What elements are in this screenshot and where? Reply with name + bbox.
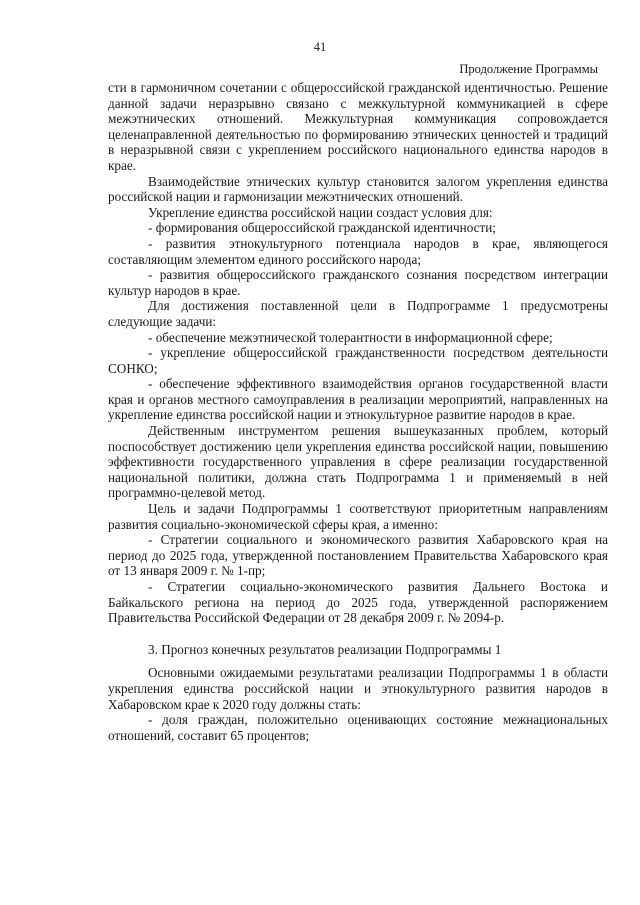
paragraph: Укрепление единства российской нации создаст условия для: bbox=[148, 204, 493, 220]
list-item: - Стратегии социально-экономического развития Дальнего Востока и Байкальского региона на период до 2025 года, утвержденной распоряжением Правительства Российской Федерации от 28 декабря 2009 г. № 2094-р. bbox=[108, 579, 608, 626]
paragraph: Взаимодействие этнических культур становится залогом укрепления единства российской нации и гармонизации межэтнических отношений. bbox=[108, 173, 608, 205]
list-item: - формирования общероссийской гражданской идентичности; bbox=[148, 220, 496, 236]
list-item: - обеспечение межэтнической толерантности в информационной сфере; bbox=[148, 329, 553, 345]
list-item: - развития общероссийского гражданского сознания посредством интеграции культур народов в крае. bbox=[108, 267, 608, 298]
list-item: - развития этнокультурного потенциала народов в крае, являющегося составляющим элементом единого российского народа; bbox=[108, 235, 608, 267]
list-item: - обеспечение эффективного взаимодействия органов государственной власти края и органов местного самоуправления в реализации мероприятий, направленных на укрепление единства российской нации и этнокультурное развитие народов в крае. bbox=[108, 376, 608, 423]
continuation-note: Продолжение Программы bbox=[459, 62, 598, 76]
paragraph: Основными ожидаемыми результатами реализации Подпрограммы 1 в области укрепления единства российской нации и этнокультурного развития народов в Хабаровском крае к 2020 году должны стать: bbox=[108, 665, 608, 712]
section-heading: 3. Прогноз конечных результатов реализации Подпрограммы 1 bbox=[148, 641, 502, 657]
list-item: - укрепление общероссийской гражданственности посредством деятельности СОНКО; bbox=[108, 345, 608, 376]
page-number: 41 bbox=[313, 40, 327, 54]
paragraph: Действенным инструментом решения вышеуказанных проблем, который поспособствует достижению цели укрепления единства российской нации, повышению эффективности государственного управления в сфере реализации государственной национальной политики, должна стать Подпрограмма 1 и применяемый в ней программно-целевой метод. bbox=[108, 423, 608, 501]
list-item: - доля граждан, положительно оценивающих состояние межнациональных отношений, составит 65 процентов; bbox=[108, 712, 608, 743]
list-item: - Стратегии социального и экономического развития Хабаровского края на период до 2025 года, утвержденной постановлением Правительства Хабаровского края от 13 января 2009 г. № 1-пр; bbox=[108, 532, 608, 579]
document-body bbox=[108, 80, 608, 743]
paragraph: сти в гармоничном сочетании с общероссийской гражданской идентичностью. Решение данной задачи неразрывно связано с межкультурной коммуникацией в сфере межэтнических отношений. Межкультурная коммуникация сопровождается целенаправленной деятельностью по формированию этнических ценностей и традиций в неразрывной связи с укреплением российского национального единства народов в крае. bbox=[108, 80, 608, 173]
paragraph: Для достижения поставленной цели в Подпрограмме 1 предусмотрены следующие задачи: bbox=[108, 298, 608, 329]
paragraph: Цель и задачи Подпрограммы 1 соответствуют приоритетным направлениям развития социально-экономической сферы края, а именно: bbox=[108, 501, 608, 532]
